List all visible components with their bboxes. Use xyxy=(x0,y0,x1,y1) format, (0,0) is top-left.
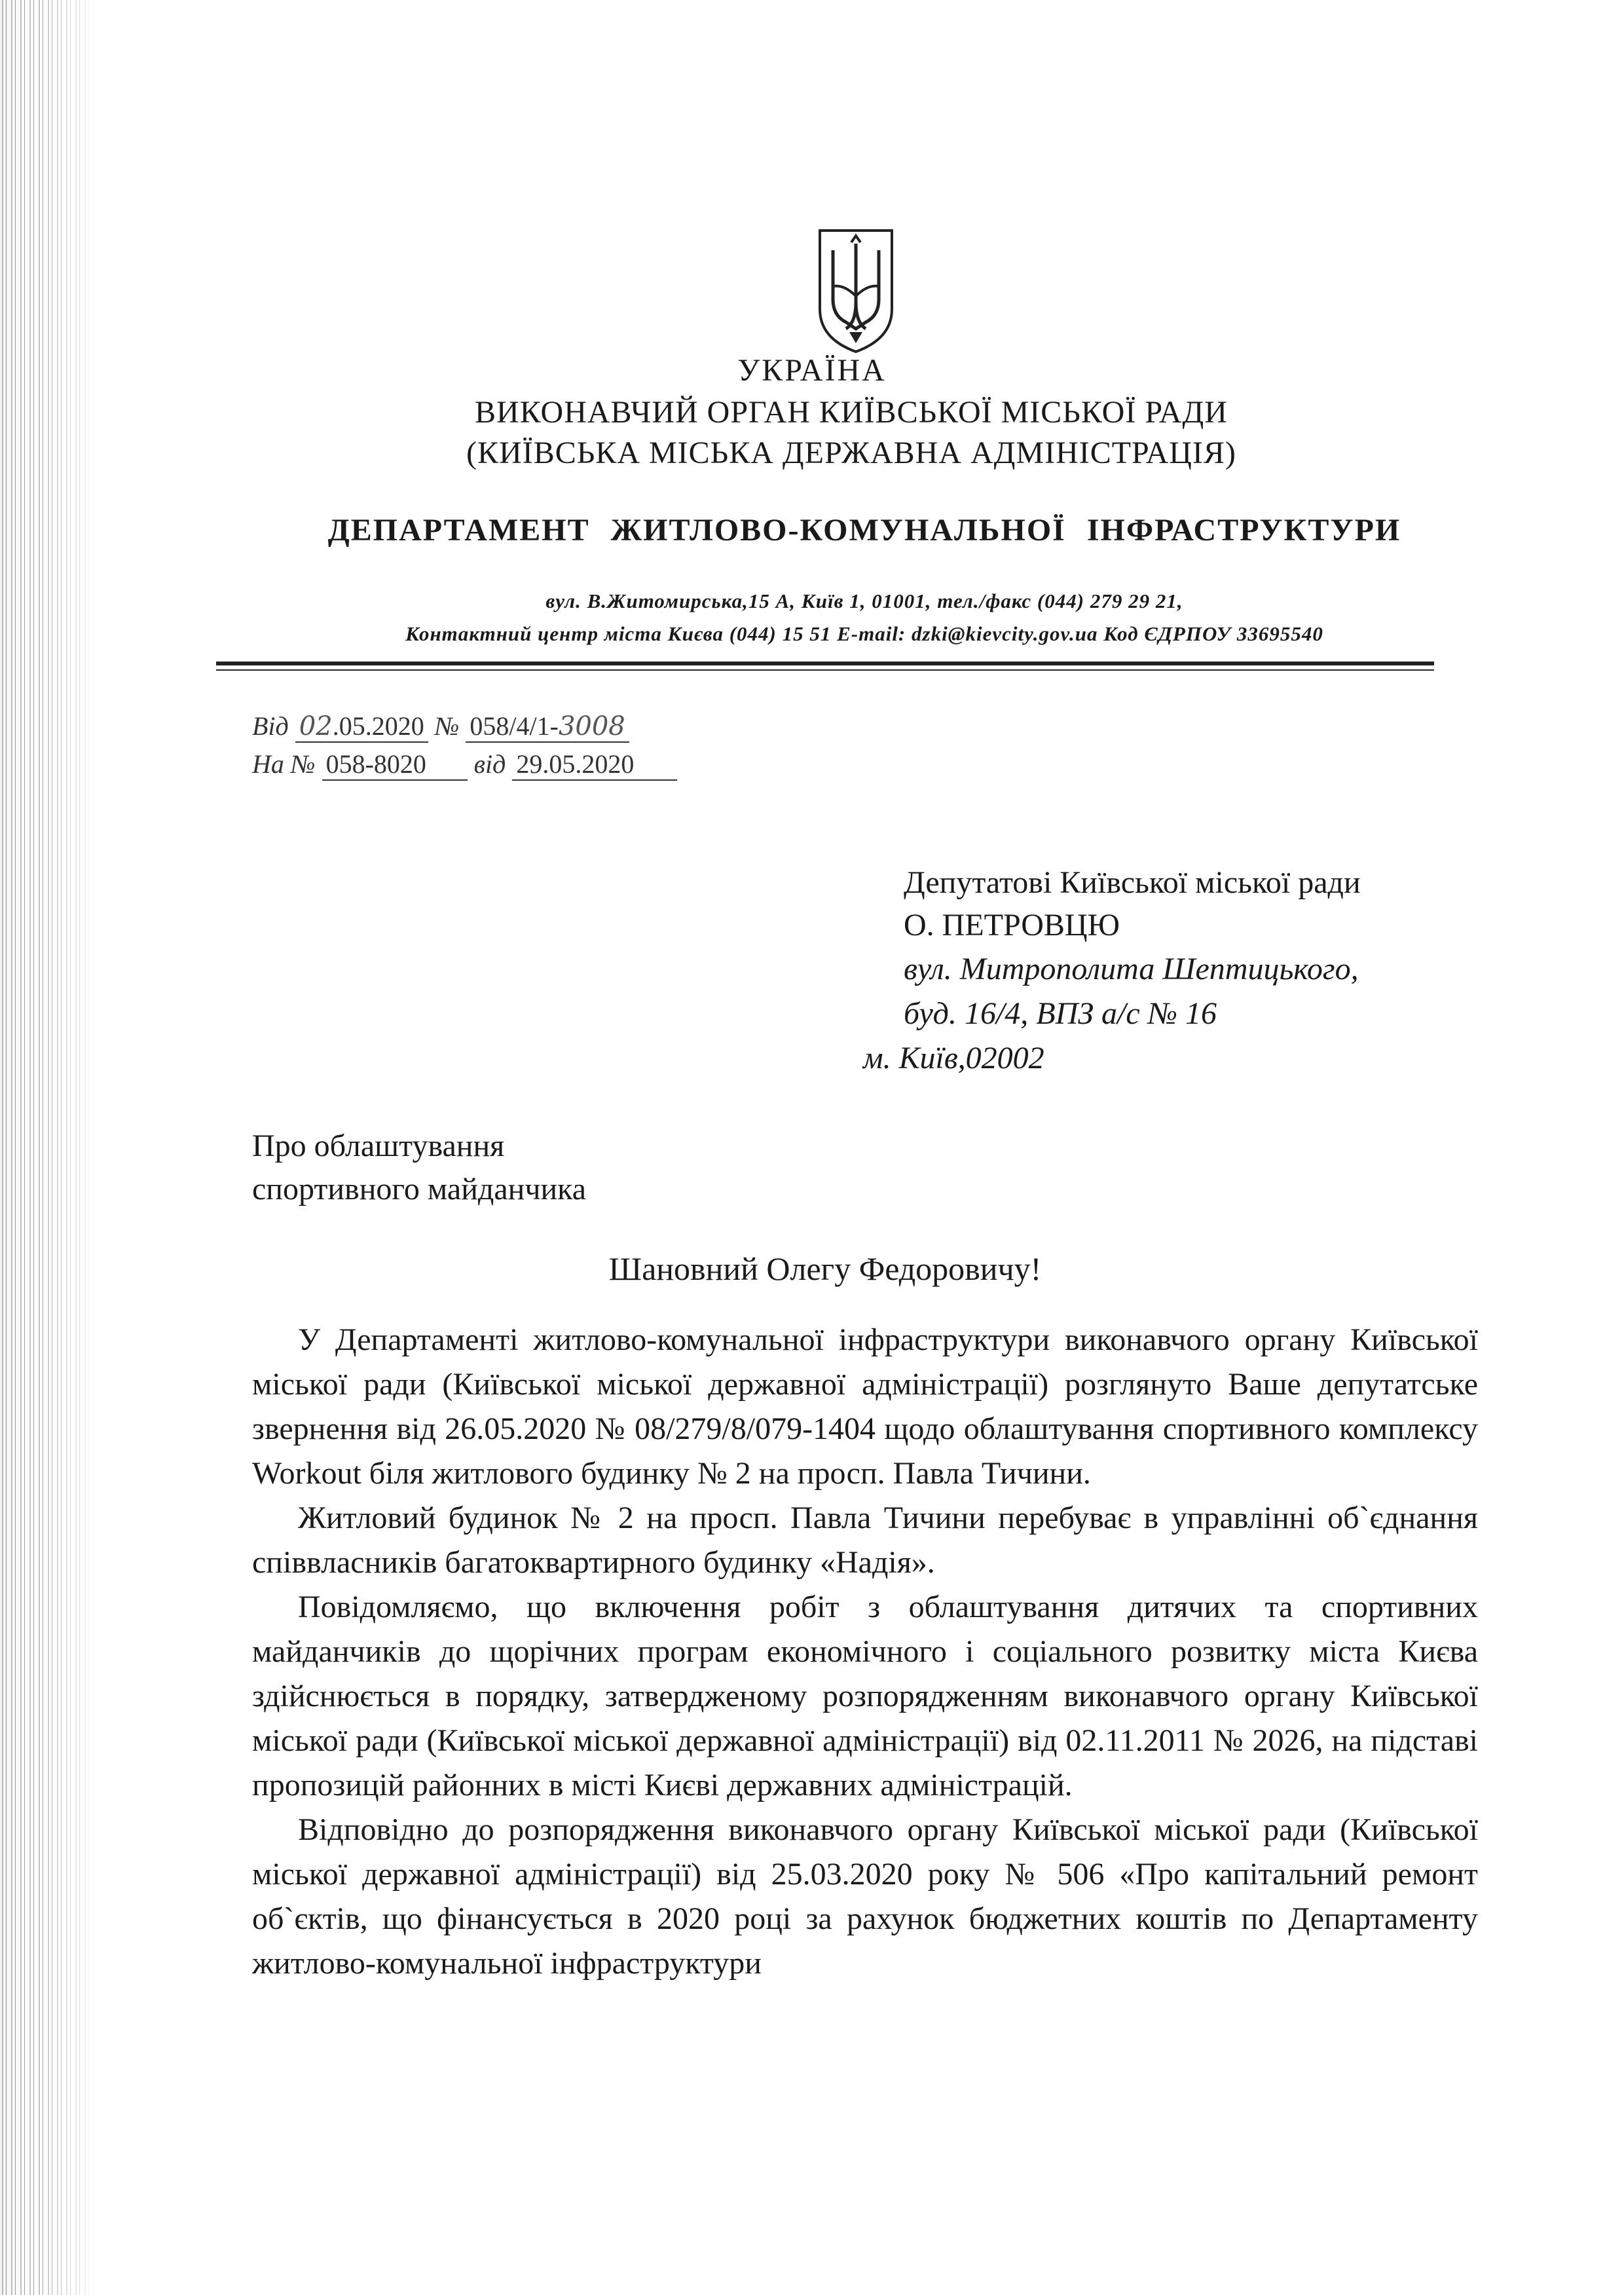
subject-line2: спортивного майданчика xyxy=(252,1172,587,1206)
reply-date: 29.05.2020 xyxy=(512,749,677,781)
handwritten-day: 02 xyxy=(299,711,333,741)
salutation: Шановний Олегу Федоровичу! xyxy=(608,1250,1042,1287)
recipient-street: вул. Митрополита Шептицького, xyxy=(904,952,1359,986)
subject-line1: Про облаштування xyxy=(252,1129,505,1163)
country-name: УКРАЇНА xyxy=(737,353,887,388)
recipient-city: м. Київ,02002 xyxy=(863,1041,1044,1075)
reply-number: 058-8020 xyxy=(322,749,468,781)
outgoing-date xyxy=(295,711,428,743)
trident-emblem-icon xyxy=(813,224,898,355)
outgoing-reference xyxy=(252,711,629,743)
address-line2: Контактний центр міста Києва (044) 15 51 E-mail: dzki@kievcity.gov.ua Код ЄДРПОУ 33695540 xyxy=(405,622,1323,645)
outgoing-number xyxy=(466,711,629,743)
body-paragraph: Житловий будинок № 2 на просп. Павла Тичини перебуває в управлінні об`єднання співвласників багатоквартирного будинку «Надія». xyxy=(252,1501,1478,1580)
body-paragraph: У Департаменті житлово-комунальної інфраструктури виконавчого органу Київської міської ради (Київської міської державної адміністрації) розглянуто Ваше депутатське звернення від 26.05.2020 № 08/279/8/079-1404 щодо облаштування спортивного комплексу Workout біля житлового будинку № 2 на просп. Павла Тичини. xyxy=(252,1322,1478,1491)
printed-date: .05.2020 xyxy=(332,711,424,741)
reply-date-label: від xyxy=(473,749,506,779)
header-rule-thick xyxy=(216,662,1434,665)
printed-number: 058/4/1- xyxy=(470,711,559,741)
recipient-name: О. ПЕТРОВЦЮ xyxy=(904,908,1120,942)
org-name-line1: ВИКОНАВЧИЙ ОРГАН КИЇВСЬКОЇ МІСЬКОЇ РАДИ xyxy=(475,395,1228,430)
department-name: ДЕПАРТАМЕНТ ЖИТЛОВО-КОМУНАЛЬНОЇ ІНФРАСТРУКТУРИ xyxy=(327,513,1401,548)
from-label: Від xyxy=(252,711,289,741)
letter-body xyxy=(252,1318,1478,1986)
org-name-line2: (КИЇВСЬКА МІСЬКА ДЕРЖАВНА АДМІНІСТРАЦІЯ) xyxy=(466,436,1236,470)
scan-edge-lines xyxy=(0,0,98,2295)
recipient-title: Депутатові Київської міської ради xyxy=(904,865,1361,900)
address-line1: вул. В.Житомирська,15 А, Київ 1, 01001, тел./факс (044) 279 29 21, xyxy=(545,589,1183,612)
recipient-building: буд. 16/4, ВПЗ а/с № 16 xyxy=(904,996,1217,1031)
body-paragraph: Повідомляємо, що включення робіт з облаштування дитячих та спортивних майданчиків до щорічних програм економічного і соціального розвитку міста Києва здійснюється в порядку, затвердженому розпорядженням виконавчого органу Київської міської ради (Київської міської державної адміністрації) від 02.11.2011 № 2026, на підставі пропозицій районних в місті Києві державних адміністрацій. xyxy=(252,1590,1478,1802)
handwritten-number: 3008 xyxy=(558,711,625,741)
reply-label: На № xyxy=(252,749,316,779)
body-paragraph: Відповідно до розпорядження виконавчого органу Київської міської ради (Київської міської державної адміністрації) від 25.03.2020 року № 506 «Про капітальний ремонт об`єктів, що фінансується в 2020 році за рахунок бюджетних коштів по Департаменту житлово-комунальної інфраструктури xyxy=(252,1812,1478,1981)
number-label: № xyxy=(434,711,460,741)
header-rule-thin xyxy=(216,669,1434,671)
reply-reference xyxy=(252,749,677,781)
